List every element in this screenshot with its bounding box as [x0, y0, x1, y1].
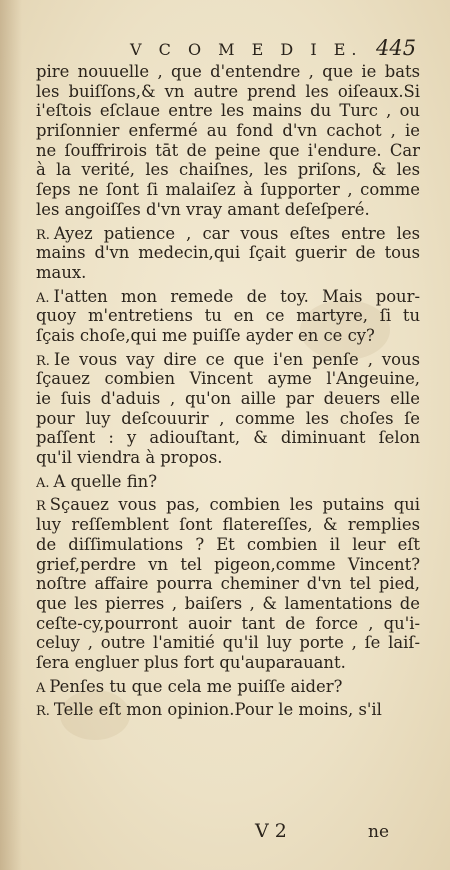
line-text: pour luy deſcouurir , comme les choſes ſe	[36, 408, 420, 428]
line-text: pire nouuelle , que d'entendre , que ie bats	[36, 62, 420, 81]
page-number: 445	[376, 36, 417, 60]
text-line	[36, 389, 420, 409]
dialogue-paragraph	[36, 350, 420, 468]
line-text: ceſte-cy,pourront auoir tant de force , qu'i-	[36, 613, 420, 633]
text-line	[36, 633, 420, 653]
line-text: Ayez patience , car vous eſtes entre les	[53, 223, 420, 243]
line-text: Sçauez vous pas, combien les putains qui	[49, 495, 420, 515]
text-line	[36, 677, 420, 697]
line-text: les buiſſons,& vn autre prend les oiſeaux.Si	[36, 81, 420, 101]
text-line	[36, 409, 420, 429]
dialogue-paragraph	[36, 677, 420, 697]
line-text: Penſes tu que cela me puiſſe aider?	[49, 676, 343, 696]
line-text: priſonnier enfermé au fond d'vn cachot , ie	[36, 121, 420, 141]
text-line	[36, 448, 420, 468]
text-line	[36, 306, 420, 326]
dialogue-paragraph	[36, 495, 420, 672]
text-line	[36, 121, 420, 141]
text-line	[36, 555, 420, 575]
line-text: A quelle fin?	[53, 471, 157, 491]
text-line	[36, 287, 420, 307]
line-text: I'atten mon remede de toy. Mais pour-	[53, 286, 420, 306]
text-line	[36, 62, 420, 82]
text-line	[36, 653, 420, 673]
text-line	[36, 614, 420, 634]
text-line	[36, 243, 420, 263]
line-text: à la verité, les chaiſnes, les priſons, & les	[36, 160, 420, 180]
dialogue-paragraph	[36, 472, 420, 492]
text-line	[36, 224, 420, 244]
line-text: que les pierres , baiſers , & lamentations de	[36, 593, 420, 613]
page-body	[36, 62, 420, 720]
gutter-shadow	[0, 0, 22, 870]
line-text: i'eſtois eſclaue entre les mains du Turc , ou	[36, 101, 420, 121]
text-line	[36, 350, 420, 370]
text-line	[36, 101, 420, 121]
text-line	[36, 200, 420, 220]
line-text: Ie vous vay dire ce que i'en penſe , vous	[53, 349, 420, 369]
line-text: paſſent : y adiouſtant, & diminuant ſelon	[36, 428, 420, 448]
line-text: maux.	[36, 262, 87, 282]
line-text: ſeps ne ſont ſi malaiſez à ſupporter , comme	[36, 180, 420, 200]
text-line	[36, 141, 420, 161]
line-text: ſçauez combien Vincent ayme l'Angeuine,	[36, 369, 420, 389]
text-line	[36, 180, 420, 200]
line-text: celuy , outre l'amitié qu'il luy porte , ſe laiſ-	[36, 633, 420, 653]
text-line	[36, 700, 420, 720]
line-text: ne ſouffrirois tāt de peine que i'endure. Car	[36, 140, 420, 160]
text-line	[36, 574, 420, 594]
line-text: les angoiſſes d'vn vray amant deſeſperé.	[36, 199, 370, 219]
line-text: mains d'vn medecin,qui ſçait guerir de tous	[36, 243, 420, 263]
speaker-label: A.	[36, 290, 50, 306]
text-line	[36, 82, 420, 102]
line-text: noſtre affaire pourra cheminer d'vn tel pied,	[36, 574, 420, 594]
line-text: luy reſſemblent ſont flatereſſes, & remplies	[36, 515, 420, 535]
line-text: ſera engluer plus fort qu'auparauant.	[36, 652, 346, 672]
speaker-label: R.	[36, 353, 50, 369]
line-text: qu'il viendra à propos.	[36, 448, 223, 468]
signature-mark: V 2	[255, 820, 287, 842]
dialogue-paragraph	[36, 700, 420, 720]
speaker-label: R	[36, 499, 46, 515]
text-line	[36, 160, 420, 180]
text-line	[36, 263, 420, 283]
catchword: ne	[368, 822, 390, 842]
text-line	[36, 535, 420, 555]
text-line	[36, 594, 420, 614]
line-text: grief,perdre vn tel pigeon,comme Vincent?	[36, 554, 420, 574]
line-text: ſçais choſe,qui me puiſſe ayder en ce cy?	[36, 325, 375, 345]
line-text: quoy m'entretiens tu en ce martyre, ſi tu	[36, 306, 420, 326]
line-text: ie ſuis d'aduis , qu'on aille par deuers elle	[36, 389, 420, 408]
text-line	[36, 326, 420, 346]
text-line	[36, 369, 420, 389]
dialogue-paragraph	[36, 62, 420, 220]
text-line	[36, 428, 420, 448]
text-line	[36, 472, 420, 492]
line-text: Telle eſt mon opinion.Pour le moins, s'il	[53, 700, 382, 720]
page-footer	[0, 820, 450, 850]
speaker-label: R.	[36, 704, 50, 720]
dialogue-paragraph	[36, 224, 420, 283]
line-text: de diſſimulations ? Et combien il leur eſt	[36, 534, 420, 554]
running-head: V C O M E D I E.	[130, 40, 363, 59]
text-line	[36, 515, 420, 535]
speaker-label: A.	[36, 475, 50, 491]
speaker-label: R.	[36, 227, 50, 243]
dialogue-paragraph	[36, 287, 420, 346]
text-line	[36, 495, 420, 515]
speaker-label: A	[36, 680, 46, 696]
